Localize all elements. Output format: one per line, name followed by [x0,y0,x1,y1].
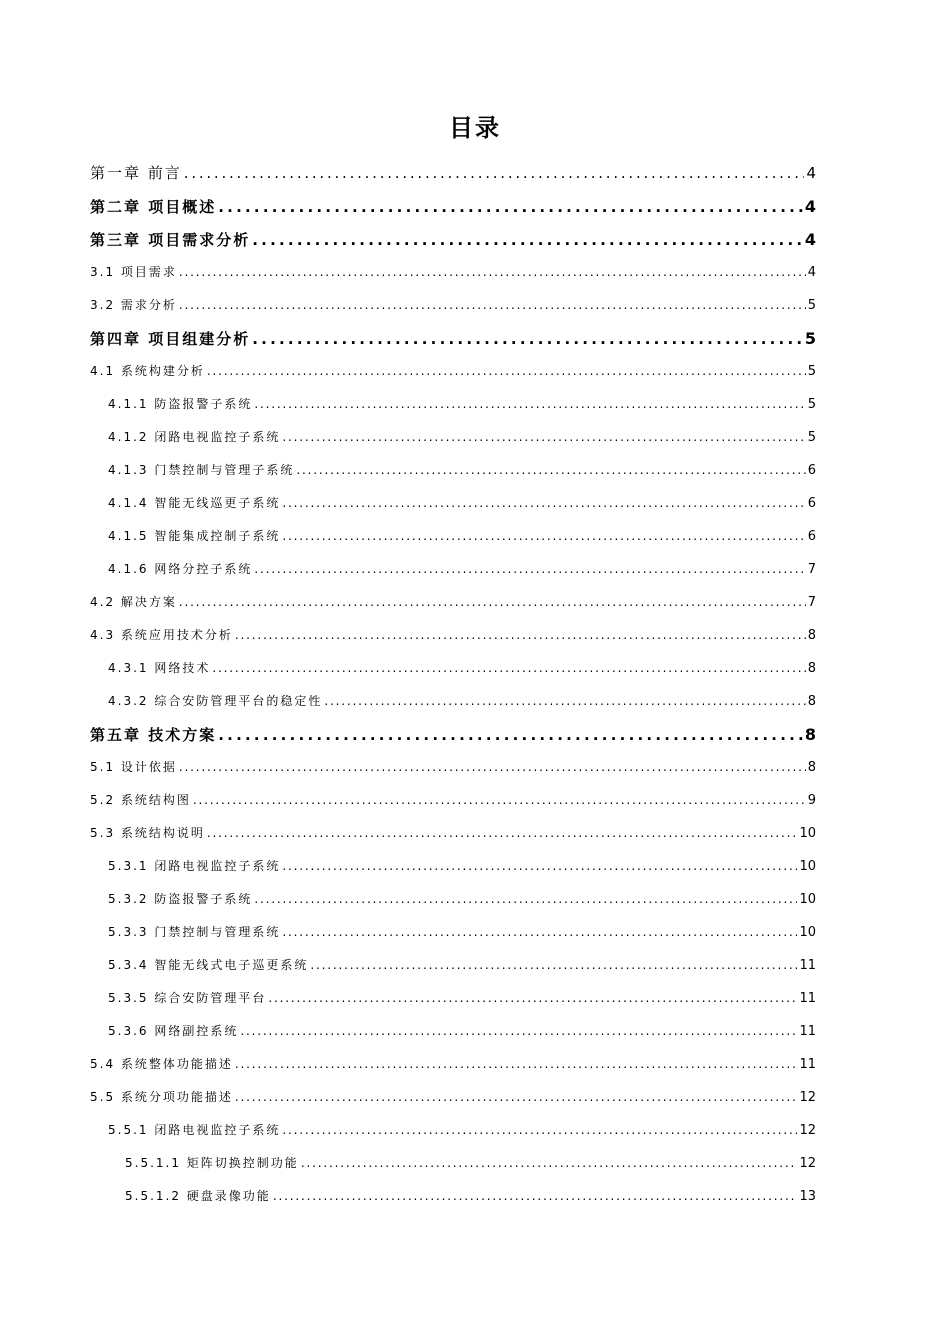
toc-entry[interactable] [90,1081,816,1114]
toc-entry-page-number: 10 [799,859,816,874]
toc-entry-label: 5.2 系统结构图 [90,793,191,807]
toc-entry-label: 3.2 需求分析 [90,298,177,312]
toc-entry[interactable] [90,1114,816,1147]
dot-leader [184,157,805,190]
toc-entry[interactable] [90,421,816,454]
dot-leader [324,685,805,718]
dot-leader [282,1114,797,1147]
dot-leader [273,1180,798,1213]
toc-entry-page-number: 5 [807,298,816,313]
toc-entry-label: 5.1 设计依据 [90,760,177,774]
toc-entry-page-number: 8 [807,661,816,676]
toc-entry[interactable] [90,289,816,322]
dot-leader [207,817,798,850]
dot-leader [254,553,805,586]
toc-entry[interactable] [90,322,816,355]
toc-entry[interactable] [90,586,816,619]
toc-entry[interactable] [90,223,816,256]
toc-entry-label: 5.5.1.2 硬盘录像功能 [125,1189,271,1203]
toc-entry[interactable] [90,850,816,883]
toc-entry-page-number: 10 [799,826,816,841]
toc-entry[interactable] [90,1015,816,1048]
toc-entry-label: 第三章 项目需求分析 [90,231,251,249]
toc-entry[interactable] [90,685,816,718]
toc-entry-page-number: 4 [804,197,816,216]
dot-leader [254,883,797,916]
toc-entry-label: 5.3.4 智能无线式电子巡更系统 [108,958,309,972]
toc-entry-page-number: 6 [807,496,816,511]
toc-entry-page-number: 9 [807,793,816,808]
toc-entry-page-number: 12 [799,1156,816,1171]
dot-leader [193,784,806,817]
dot-leader [235,619,806,652]
dot-leader [301,1147,798,1180]
toc-entry[interactable] [90,718,816,751]
toc-entry-label: 4.1.6 网络分控子系统 [108,562,253,576]
toc-entry[interactable] [90,1048,816,1081]
toc-entry-label: 5.3.1 闭路电视监控子系统 [108,859,281,873]
toc-entry-label: 4.1.1 防盗报警子系统 [108,397,253,411]
dot-leader [235,1048,798,1081]
dot-leader [254,388,805,421]
toc-entry-page-number: 5 [804,329,816,348]
toc-entry-page-number: 5 [807,397,816,412]
toc-entry-label: 5.3.2 防盗报警子系统 [108,892,253,906]
toc-entry-label: 5.3.6 网络副控系统 [108,1024,239,1038]
toc-entry-label: 第五章 技术方案 [90,726,217,744]
toc-entry-page-number: 8 [804,725,816,744]
toc-entry-page-number: 4 [806,164,816,182]
toc-entry-page-number: 8 [807,628,816,643]
toc-entry[interactable] [90,1180,816,1213]
toc-entry[interactable] [90,817,816,850]
toc-entry-label: 4.3.1 网络技术 [108,661,211,675]
toc-entry-label: 4.1.4 智能无线巡更子系统 [108,496,281,510]
toc-entry[interactable] [90,256,816,289]
dot-leader [282,916,797,949]
toc-entry[interactable] [90,949,816,982]
toc-entry-label: 5.3.5 综合安防管理平台 [108,991,267,1005]
toc-entry[interactable] [90,388,816,421]
toc-entry-label: 第四章 项目组建分析 [90,330,251,348]
toc-entry[interactable] [90,355,816,388]
toc-entry[interactable] [90,619,816,652]
toc-entry[interactable] [90,751,816,784]
toc-title: 目录 [449,114,501,142]
toc-entry-label: 4.3 系统应用技术分析 [90,628,233,642]
dot-leader [282,850,797,883]
toc-entry[interactable] [90,553,816,586]
toc-entry-label: 4.1.5 智能集成控制子系统 [108,529,281,543]
toc-entry-page-number: 13 [799,1189,816,1204]
toc-entry-page-number: 5 [807,430,816,445]
toc-entry-label: 5.3 系统结构说明 [90,826,205,840]
toc-entry[interactable] [90,652,816,685]
dot-leader [252,224,803,256]
toc-entry[interactable] [90,487,816,520]
toc-entry[interactable] [90,157,816,190]
toc-entry-page-number: 4 [807,265,816,280]
dot-leader [235,1081,798,1114]
toc-entry-page-number: 8 [807,760,816,775]
dot-leader [179,751,806,784]
toc-entry[interactable] [90,883,816,916]
toc-entry-label: 第一章 前言 [90,164,182,182]
toc-entry-label: 第二章 项目概述 [90,198,217,216]
toc-entry-label: 4.1.2 闭路电视监控子系统 [108,430,281,444]
toc-entry-page-number: 6 [807,463,816,478]
toc-entry-label: 5.4 系统整体功能描述 [90,1057,233,1071]
dot-leader [218,719,803,751]
dot-leader [282,421,805,454]
toc-entry-page-number: 10 [799,925,816,940]
toc-entry-page-number: 11 [799,958,816,973]
toc-entry[interactable] [90,454,816,487]
dot-leader [240,1015,797,1048]
table-of-contents [90,157,816,1213]
toc-entry-page-number: 5 [807,364,816,379]
toc-entry-label: 5.5.1.1 矩阵切换控制功能 [125,1156,299,1170]
toc-entry-page-number: 6 [807,529,816,544]
toc-entry-page-number: 7 [807,562,816,577]
toc-entry[interactable] [90,916,816,949]
toc-entry[interactable] [90,520,816,553]
dot-leader [218,191,803,223]
toc-entry-label: 5.5 系统分项功能描述 [90,1090,233,1104]
toc-entry-page-number: 12 [799,1090,816,1105]
toc-entry-page-number: 7 [807,595,816,610]
dot-leader [310,949,797,982]
toc-entry[interactable] [90,982,816,1015]
dot-leader [179,289,806,322]
toc-entry-page-number: 11 [799,1057,816,1072]
dot-leader [212,652,805,685]
dot-leader [296,454,805,487]
toc-entry[interactable] [90,784,816,817]
toc-entry-page-number: 11 [799,991,816,1006]
toc-entry-page-number: 10 [799,892,816,907]
toc-entry-label: 4.1 系统构建分析 [90,364,205,378]
toc-entry-page-number: 8 [807,694,816,709]
toc-entry-page-number: 12 [799,1123,816,1138]
dot-leader [282,520,805,553]
toc-entry-page-number: 11 [799,1024,816,1039]
toc-entry-label: 4.3.2 综合安防管理平台的稳定性 [108,694,323,708]
dot-leader [268,982,797,1015]
toc-entry-label: 4.2 解决方案 [90,595,177,609]
dot-leader [207,355,806,388]
dot-leader [179,586,806,619]
dot-leader [282,487,805,520]
toc-entry-label: 5.5.1 闭路电视监控子系统 [108,1123,281,1137]
toc-entry[interactable] [90,1147,816,1180]
dot-leader [179,256,806,289]
toc-entry-label: 3.1 项目需求 [90,265,177,279]
dot-leader [252,323,803,355]
toc-entry-label: 4.1.3 门禁控制与管理子系统 [108,463,295,477]
toc-entry[interactable] [90,190,816,223]
toc-entry-page-number: 4 [804,230,816,249]
toc-entry-label: 5.3.3 门禁控制与管理系统 [108,925,281,939]
